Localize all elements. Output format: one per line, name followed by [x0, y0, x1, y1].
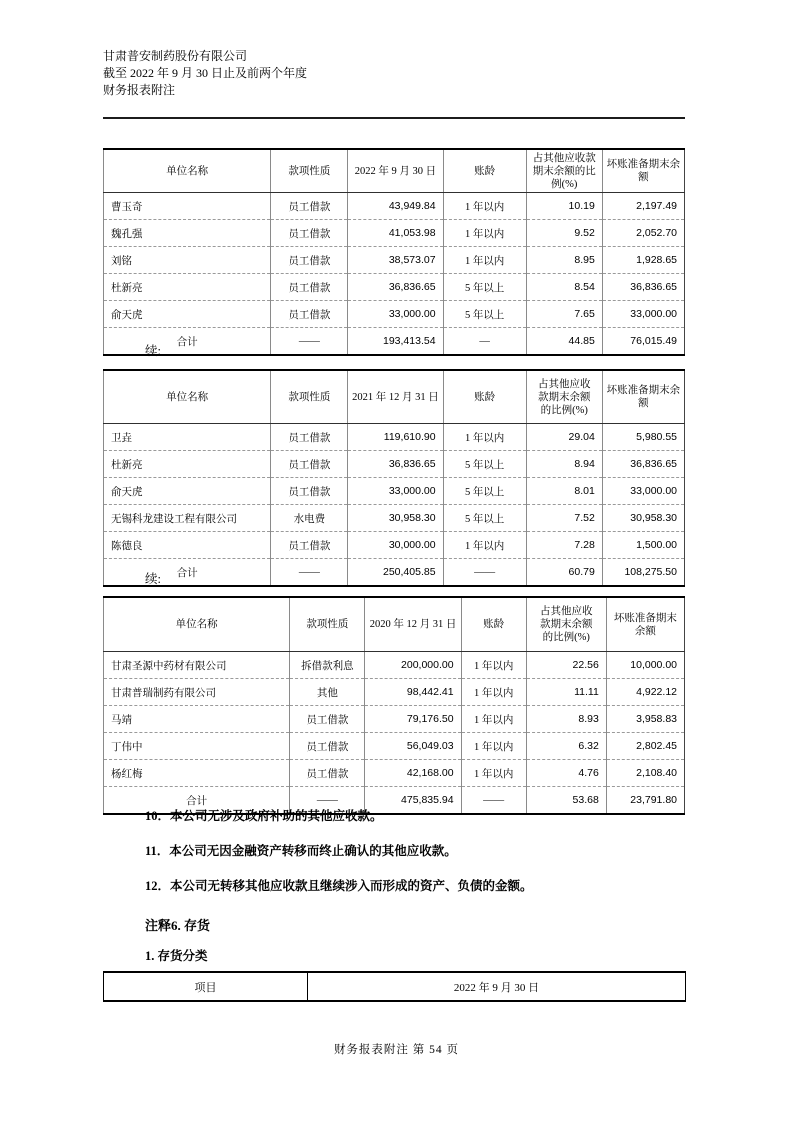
- total-row: [104, 559, 685, 587]
- cell: 5 年以上: [443, 478, 526, 505]
- cell: 10.19: [526, 193, 602, 220]
- cell: 11.11: [526, 679, 606, 706]
- cell: 员工借款: [271, 301, 348, 328]
- header-cell: 单位名称: [104, 149, 271, 193]
- receivables-table-2022: [103, 148, 685, 356]
- cell: 员工借款: [271, 193, 348, 220]
- inventory-table: [103, 971, 686, 1002]
- header-cell: 账龄: [443, 370, 526, 424]
- cell: 甘肃圣源中药材有限公司: [104, 652, 290, 679]
- cell: ——: [443, 559, 526, 587]
- cell: 33,000.00: [602, 478, 684, 505]
- table-row: [104, 451, 685, 478]
- cell: 5 年以上: [443, 451, 526, 478]
- header-cell: 款项性质: [271, 370, 348, 424]
- cell: 1 年以内: [461, 760, 526, 787]
- cell: 60.79: [526, 559, 602, 587]
- cell: 8.54: [526, 274, 602, 301]
- cell: 曹玉奇: [104, 193, 271, 220]
- table-header-row: [104, 597, 685, 652]
- header-rule: [103, 117, 685, 119]
- cell: 2,052.70: [602, 220, 684, 247]
- cell: 马靖: [104, 706, 290, 733]
- cell: 42,168.00: [365, 760, 461, 787]
- header-cell: 款项性质: [271, 149, 348, 193]
- header-cell: 占其他应收款期末余额的比例(%): [526, 597, 606, 652]
- cell: 1 年以内: [461, 652, 526, 679]
- report-period: 截至 2022 年 9 月 30 日止及前两个年度: [103, 66, 308, 81]
- cell: 魏孔强: [104, 220, 271, 247]
- cell: 4.76: [526, 760, 606, 787]
- cell: 刘铭: [104, 247, 271, 274]
- note-paragraph-12: 12．本公司无转移其他应收款且继续涉入而形成的资产、负债的金额。: [145, 879, 533, 893]
- header-cell: 坏账准备期末余额: [602, 149, 684, 193]
- cell: 俞天虎: [104, 478, 271, 505]
- total-label: 合计: [104, 328, 271, 356]
- table-header-row: [104, 370, 685, 424]
- cell: 475,835.94: [365, 787, 461, 815]
- cell: 41,053.98: [348, 220, 443, 247]
- cell: 4,922.12: [606, 679, 684, 706]
- cell: 36,836.65: [348, 274, 443, 301]
- cell: 员工借款: [271, 478, 348, 505]
- cell: 53.68: [526, 787, 606, 815]
- header-cell: 占其他应收款期末余额的比例(%): [526, 149, 602, 193]
- cell: 8.01: [526, 478, 602, 505]
- cell: 8.94: [526, 451, 602, 478]
- cell: 1 年以内: [443, 247, 526, 274]
- cell: 200,000.00: [365, 652, 461, 679]
- table-header-row: [104, 972, 686, 1001]
- cell: 2,108.40: [606, 760, 684, 787]
- table-row: [104, 193, 685, 220]
- cell: 1 年以内: [443, 424, 526, 451]
- cell: 5 年以上: [443, 274, 526, 301]
- cell: 1 年以内: [443, 193, 526, 220]
- header-cell: 账龄: [461, 597, 526, 652]
- company-name: 甘肃普安制药股份有限公司: [103, 49, 248, 63]
- header-cell: 2020 年 12 月 31 日: [365, 597, 461, 652]
- cell: 1,500.00: [602, 532, 684, 559]
- cell: 44.85: [526, 328, 602, 356]
- cell: 10,000.00: [606, 652, 684, 679]
- table-row: [104, 532, 685, 559]
- header-cell: 单位名称: [104, 597, 290, 652]
- cell: 119,610.90: [348, 424, 443, 451]
- cell: 36,836.65: [602, 451, 684, 478]
- header-cell: 坏账准备期末余额: [602, 370, 684, 424]
- table-row: [104, 760, 685, 787]
- cell: 33,000.00: [602, 301, 684, 328]
- header-cell: 2021 年 12 月 31 日: [348, 370, 443, 424]
- cell: 29.04: [526, 424, 602, 451]
- cell: 5 年以上: [443, 505, 526, 532]
- table-row: [104, 478, 685, 505]
- cell: ——: [461, 787, 526, 815]
- table-row: [104, 505, 685, 532]
- header-cell: 2022 年 9 月 30 日: [348, 149, 443, 193]
- cell: 杜新亮: [104, 451, 271, 478]
- cell: 1 年以内: [461, 679, 526, 706]
- table-row: [104, 652, 685, 679]
- cell: 43,949.84: [348, 193, 443, 220]
- cell: 250,405.85: [348, 559, 443, 587]
- cell: 79,176.50: [365, 706, 461, 733]
- cell: 1 年以内: [461, 706, 526, 733]
- cell: 7.65: [526, 301, 602, 328]
- cell: 36,836.65: [602, 274, 684, 301]
- cell: —: [443, 328, 526, 356]
- cell: 员工借款: [271, 532, 348, 559]
- cell: 9.52: [526, 220, 602, 247]
- cell: 2,802.45: [606, 733, 684, 760]
- continued-label: 续:: [145, 572, 161, 586]
- cell: 员工借款: [290, 706, 365, 733]
- cell: 员工借款: [290, 733, 365, 760]
- cell: 3,958.83: [606, 706, 684, 733]
- table-header-row: [104, 149, 685, 193]
- cell: ——: [290, 787, 365, 815]
- cell: 7.52: [526, 505, 602, 532]
- cell: 丁伟中: [104, 733, 290, 760]
- header-cell: 坏账准备期末余额: [606, 597, 684, 652]
- cell: 员工借款: [271, 220, 348, 247]
- cell: 6.32: [526, 733, 606, 760]
- table-row: [104, 424, 685, 451]
- cell: 卫垚: [104, 424, 271, 451]
- cell: 2,197.49: [602, 193, 684, 220]
- cell: 员工借款: [271, 274, 348, 301]
- cell: 8.93: [526, 706, 606, 733]
- cell: 5 年以上: [443, 301, 526, 328]
- header-cell: 单位名称: [104, 370, 271, 424]
- table-row: [104, 679, 685, 706]
- header-cell: 占其他应收款期末余额的比例(%): [526, 370, 602, 424]
- cell: 30,958.30: [602, 505, 684, 532]
- cell: 33,000.00: [348, 478, 443, 505]
- cell: 36,836.65: [348, 451, 443, 478]
- total-label: 合计: [104, 559, 271, 587]
- cell: 员工借款: [271, 424, 348, 451]
- cell: 杜新亮: [104, 274, 271, 301]
- cell: 38,573.07: [348, 247, 443, 274]
- cell: 1 年以内: [461, 733, 526, 760]
- header-cell: 项目: [194, 981, 217, 994]
- cell: 员工借款: [271, 451, 348, 478]
- cell: 无锡科龙建设工程有限公司: [104, 505, 271, 532]
- cell: 俞天虎: [104, 301, 271, 328]
- table-row: [104, 220, 685, 247]
- cell: 5,980.55: [602, 424, 684, 451]
- table-row: [104, 706, 685, 733]
- cell: 98,442.41: [365, 679, 461, 706]
- note-paragraph-11: 11．本公司无因金融资产转移而终止确认的其他应收款。: [145, 844, 457, 858]
- header-cell: 2022 年 9 月 30 日: [308, 972, 686, 1001]
- cell: 1,928.65: [602, 247, 684, 274]
- report-title: 财务报表附注: [103, 83, 176, 98]
- cell: 30,000.00: [348, 532, 443, 559]
- cell: 其他: [290, 679, 365, 706]
- cell: 23,791.80: [606, 787, 684, 815]
- cell: 杨红梅: [104, 760, 290, 787]
- table-row: [104, 274, 685, 301]
- continued-label: 续:: [145, 344, 161, 358]
- table-row: [104, 301, 685, 328]
- cell: 56,049.03: [365, 733, 461, 760]
- cell: 7.28: [526, 532, 602, 559]
- cell: ——: [271, 328, 348, 356]
- cell: 76,015.49: [602, 328, 684, 356]
- cell: 1 年以内: [443, 220, 526, 247]
- cell: 陈德良: [104, 532, 271, 559]
- receivables-table-2021: [103, 369, 685, 587]
- cell: 拆借款利息: [290, 652, 365, 679]
- section-title: 注释6. 存货: [145, 918, 211, 933]
- table-row: [104, 733, 685, 760]
- table-row: [104, 247, 685, 274]
- header-cell: 账龄: [443, 149, 526, 193]
- cell: 员工借款: [290, 760, 365, 787]
- note-paragraph-10: 10．本公司无涉及政府补助的其他应收款。: [145, 809, 383, 823]
- total-label: 合计: [104, 787, 290, 815]
- total-row: [104, 328, 685, 356]
- doc-header: [103, 48, 307, 100]
- section-subtitle: 1. 存货分类: [145, 949, 208, 963]
- header-cell: 款项性质: [290, 597, 365, 652]
- page-footer: 财务报表附注 第 54 页: [333, 1044, 460, 1056]
- cell: 193,413.54: [348, 328, 443, 356]
- cell: 108,275.50: [602, 559, 684, 587]
- receivables-table-2020: [103, 596, 685, 815]
- cell: ——: [271, 559, 348, 587]
- cell: 30,958.30: [348, 505, 443, 532]
- cell: 甘肃普瑞制药有限公司: [104, 679, 290, 706]
- cell: 水电费: [271, 505, 348, 532]
- cell: 员工借款: [271, 247, 348, 274]
- cell: 1 年以内: [443, 532, 526, 559]
- cell: 8.95: [526, 247, 602, 274]
- cell: 22.56: [526, 652, 606, 679]
- cell: 33,000.00: [348, 301, 443, 328]
